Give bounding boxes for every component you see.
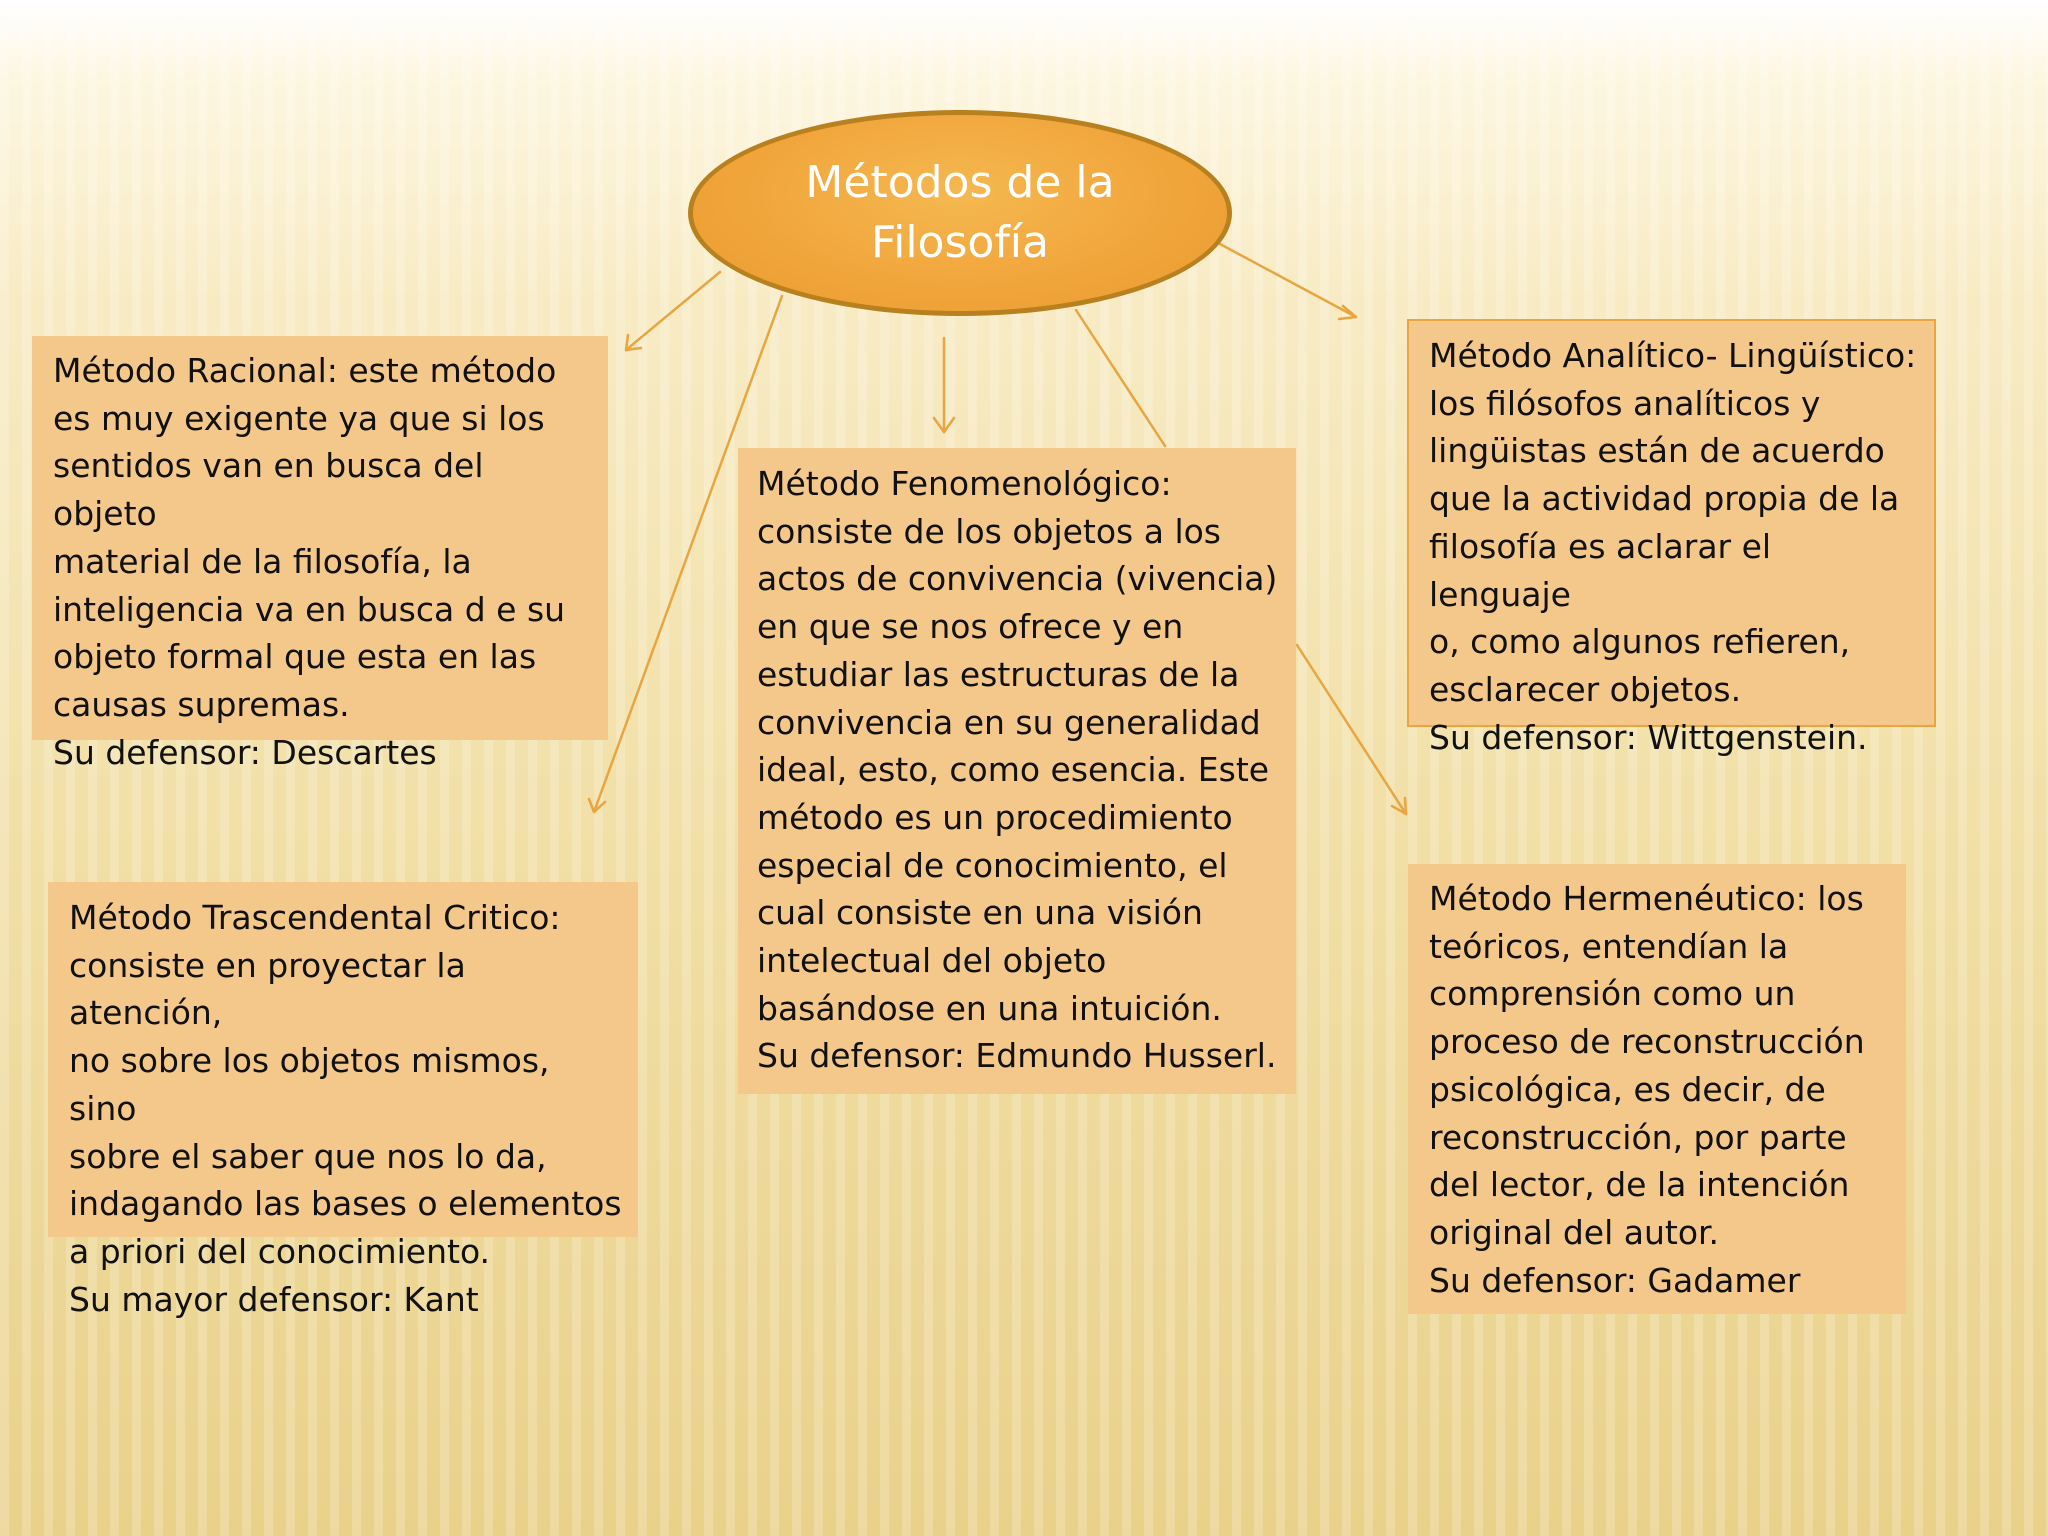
diagram-title: Métodos de la Filosofía xyxy=(805,157,1115,268)
arrow-to-analitico xyxy=(1220,244,1356,319)
box-metodo-hermeneutico: Método Hermenéutico: los teóricos, entendían la comprensión como un proceso de reconstrucción psicológica, es decir, de reconstrucción, por parte del lector, de la intención original del autor. Su defensor: Gadamer xyxy=(1408,864,1906,1314)
box-metodo-analitico-linguistico: Método Analítico- Lingüístico: los filósofos analíticos y lingüistas están de acuerdo que la actividad propia de la filosofía es aclarar el lenguaje o, como algunos refieren, esclarecer objetos. Su defensor: Wittgenstein. xyxy=(1407,319,1936,727)
arrow-to-fenomenologico xyxy=(934,338,954,432)
box-metodo-trascendental-critico: Método Trascendental Critico: consiste en proyectar la atención, no sobre los objetos mismos, sino sobre el saber que nos lo da, indagando las bases o elementos a priori del conocimiento. Su mayor defensor: Kant xyxy=(48,882,638,1237)
arrow-to-racional xyxy=(626,272,720,350)
box-metodo-racional: Método Racional: este método es muy exigente ya que si los sentidos van en busca del objeto material de la filosofía, la inteligencia va en busca d e su objeto formal que esta en las causas supremas. Su defensor: Descartes xyxy=(32,336,608,740)
box-metodo-fenomenologico: Método Fenomenológico: consiste de los objetos a los actos de convivencia (vivencia) en que se nos ofrece y en estudiar las estructuras de la convivencia en su generalidad ideal, esto, como esencia. Este método es un procedimiento especial de conocimiento, el cual consiste en una visión intelectual del objeto basándose en una intuición. Su defensor: Edmundo Husserl. xyxy=(738,448,1296,1094)
title-oval xyxy=(688,110,1232,316)
